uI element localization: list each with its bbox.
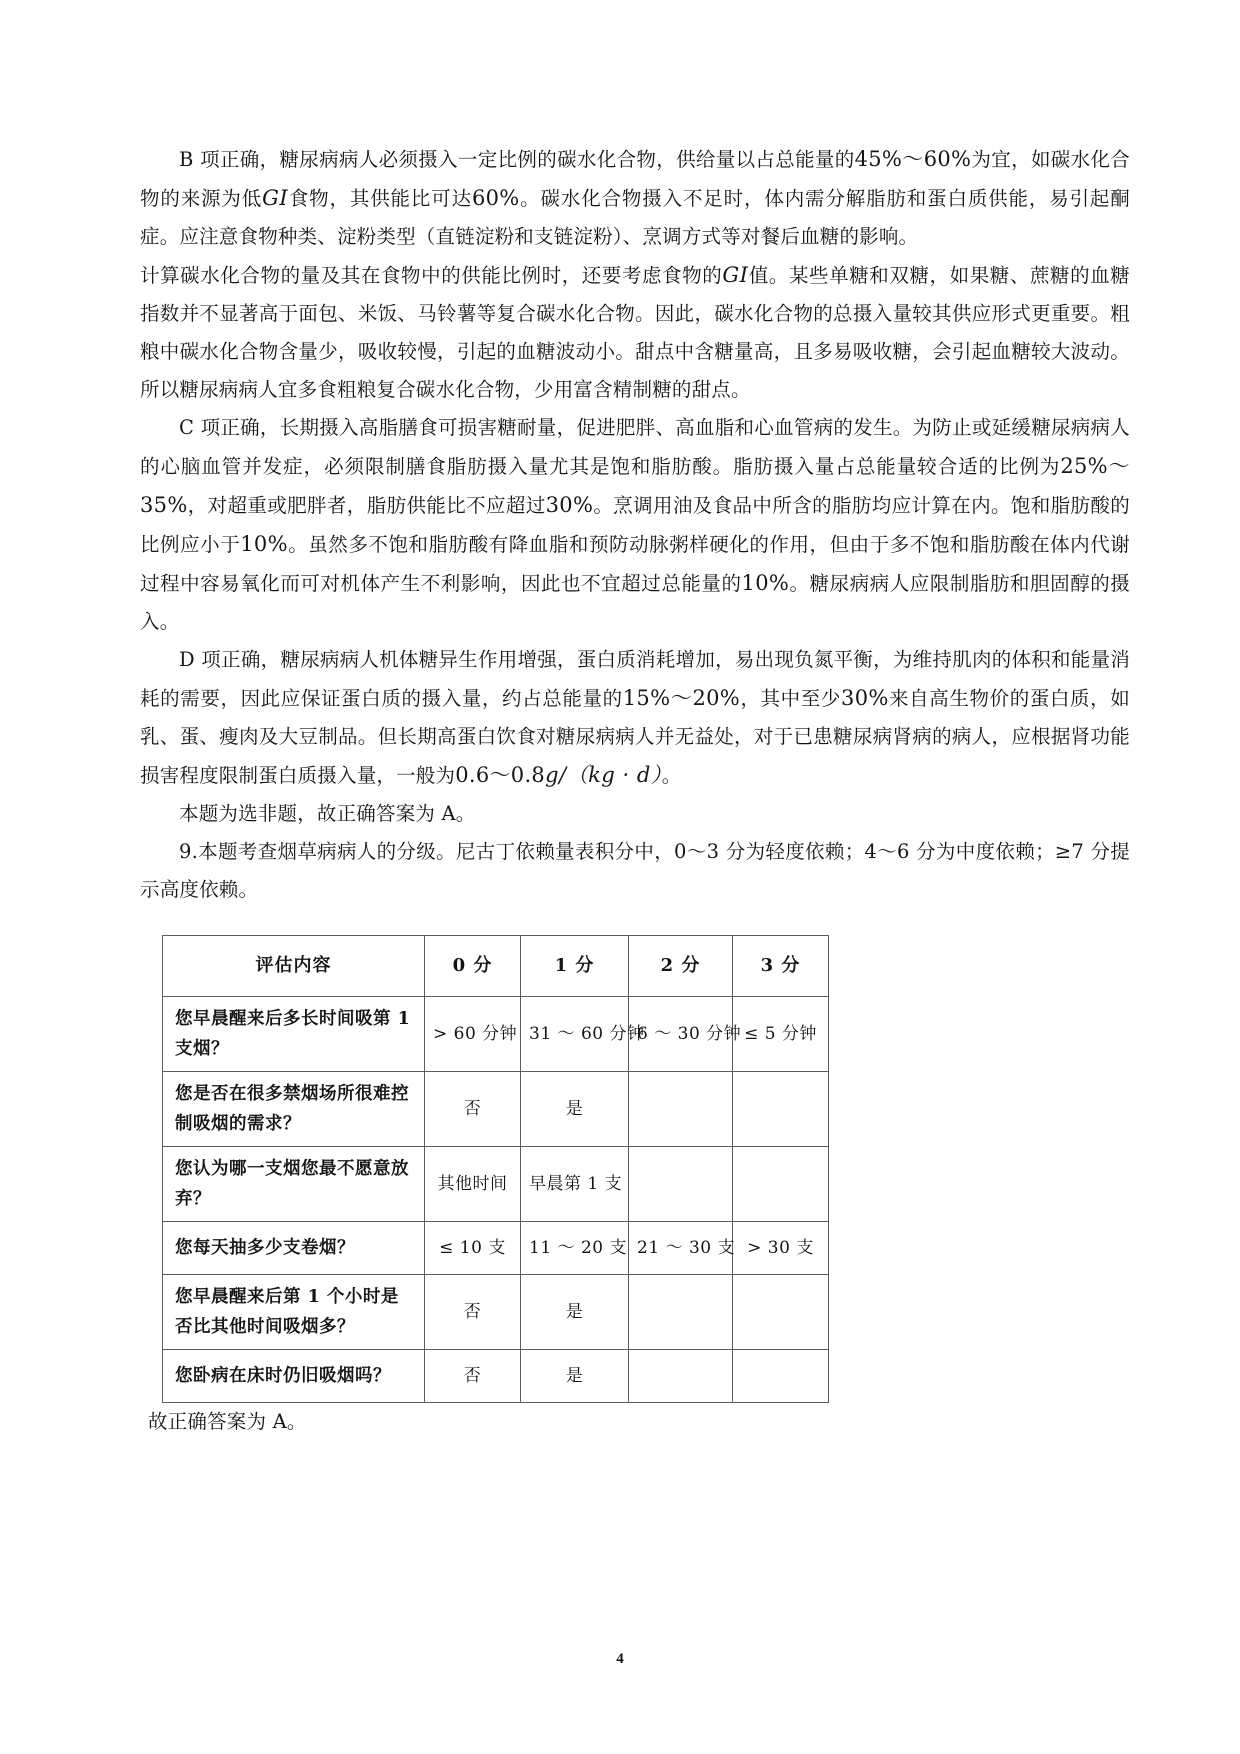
text-run: 。烹调用油及食品中所含的脂肪均应计算在内。饱和脂肪酸的比例应小于 <box>140 494 1130 556</box>
assessment-question-cell: 您早晨醒来后第 1 个小时是否比其他时间吸烟多？ <box>163 1275 425 1350</box>
text-run: 。糖尿病病人应限制脂肪和胆固醇的摄入。 <box>140 572 1130 633</box>
assessment-table-wrapper <box>162 935 817 1403</box>
table-row <box>163 1222 829 1275</box>
numeric-run: 10% <box>741 571 790 595</box>
assessment-option-cell: 是 <box>521 1275 629 1350</box>
assessment-option-cell <box>733 1147 829 1222</box>
text-run: ，对超重或肥胖者，脂肪供能比不应超过 <box>187 494 546 517</box>
table-row <box>163 1275 829 1350</box>
table-header-row <box>163 936 829 997</box>
table-row <box>163 1147 829 1222</box>
column-header-score-1: 0 分 <box>425 936 521 997</box>
text-run: D 项正确，糖尿病病人机体糖异生作用增强，蛋白质消耗增加，易出现负氮平衡，为维持肌肉的体积和能量消耗的需要，因此应保证蛋白质的摄入量，约占总能量的 <box>140 648 1130 710</box>
assessment-option-cell: 是 <box>521 1072 629 1147</box>
text-run: 为宜，如碳水化合物的来源为低 <box>140 148 1131 210</box>
paragraph-p_q9 <box>140 833 1130 909</box>
numeric-run: 60% <box>471 186 520 210</box>
assessment-question-cell: 您每天抽多少支卷烟？ <box>163 1222 425 1275</box>
numeric-run: 25%～35% <box>140 454 1130 517</box>
assessment-question-cell: 您早晨醒来后多长时间吸第 1 支烟？ <box>163 997 425 1072</box>
assessment-option-cell: ≤ 10 支 <box>425 1222 521 1275</box>
text-run: 。 <box>661 764 682 787</box>
assessment-option-cell <box>733 1275 829 1350</box>
paragraph-p_b2 <box>140 256 1130 409</box>
column-header-content: 评估内容 <box>163 936 425 997</box>
math-run: GI <box>262 186 289 210</box>
assessment-question-cell: 您认为哪一支烟您最不愿意放弃？ <box>163 1147 425 1222</box>
assessment-option-cell <box>629 1275 733 1350</box>
text-run: 9.本题考查烟草病病人的分级。尼古丁依赖量表积分中，0～3 分为轻度依赖；4～6 分为中度依赖；≥7 分提示高度依赖。 <box>140 840 1130 901</box>
assessment-option-cell: 11 ～ 20 支 <box>521 1222 629 1275</box>
assessment-option-cell: 是 <box>521 1350 629 1403</box>
math-run: g/ <box>545 763 567 787</box>
assessment-option-cell: 21 ～ 30 支 <box>629 1222 733 1275</box>
assessment-option-cell <box>629 1147 733 1222</box>
nicotine-dependence-table <box>162 935 829 1403</box>
table-row <box>163 1072 829 1147</box>
text-run: 。虽然多不饱和脂肪酸有降血脂和预防动脉粥样硬化的作用，但由于多不饱和脂肪酸在体内代谢过程中容易氧化而可对机体产生不利影响，因此也不宜超过总能量的 <box>140 533 1130 595</box>
text-run: 食物，其供能比可达 <box>288 187 472 210</box>
math-run: GI <box>722 263 749 287</box>
paragraph-p_d <box>140 641 1130 795</box>
numeric-run: 0.6～0.8 <box>455 763 546 787</box>
assessment-option-cell: 31 ～ 60 分钟 <box>521 997 629 1072</box>
text-run: 来自高生物价的蛋白质，如乳、蛋、瘦肉及大豆制品。但长期高蛋白饮食对糖尿病病人并无益处，对于已患糖尿病肾病的病人，应根据肾功能损害程度限制蛋白质摄入量，一般为 <box>140 687 1130 787</box>
assessment-option-cell: 早晨第 1 支 <box>521 1147 629 1222</box>
assessment-option-cell <box>733 1072 829 1147</box>
assessment-question-cell: 您是否在很多禁烟场所很难控制吸烟的需求？ <box>163 1072 425 1147</box>
document-body <box>140 140 1130 1441</box>
table-row <box>163 1350 829 1403</box>
assessment-option-cell: 否 <box>425 1072 521 1147</box>
assessment-option-cell: 否 <box>425 1275 521 1350</box>
text-run: 。碳水化合物摄入不足时，体内需分解脂肪和蛋白质供能，易引起酮症。应注意食物种类、淀粉类型（直链淀粉和支链淀粉）、烹调方式等对餐后血糖的影响。 <box>140 187 1130 248</box>
numeric-run: 10% <box>240 532 288 556</box>
text-run: 本题为选非题，故正确答案为 A。 <box>179 802 476 825</box>
closing-answer-line: 故正确答案为 A。 <box>148 1410 307 1433</box>
table-row <box>163 997 829 1072</box>
paragraph-p_c <box>140 409 1130 641</box>
numeric-run: 30% <box>841 686 889 710</box>
text-run: C 项正确，长期摄入高脂膳食可损害糖耐量，促进肥胖、高血脂和心血管病的发生。为防止或延缓糖尿病病人的心脑血管并发症，必须限制膳食脂肪摄入量尤其是饱和脂肪酸。脂肪摄入量占总能量较合适的比例为 <box>140 416 1130 478</box>
page-number: 4 <box>616 1651 624 1667</box>
assessment-option-cell <box>629 1350 733 1403</box>
column-header-score-3: 2 分 <box>629 936 733 997</box>
assessment-option-cell: 否 <box>425 1350 521 1403</box>
assessment-option-cell <box>629 1072 733 1147</box>
math-run: （kg · d） <box>566 763 662 787</box>
numeric-run: 30% <box>545 493 594 517</box>
assessment-question-cell: 您卧病在床时仍旧吸烟吗？ <box>163 1350 425 1403</box>
text-run: B 项正确，糖尿病病人必须摄入一定比例的碳水化合物，供给量以占总能量的 <box>179 148 855 171</box>
paragraph-p_b <box>140 140 1130 256</box>
paragraph-p_answer8 <box>140 795 1130 833</box>
text-run: 值。某些单糖和双糖，如果糖、蔗糖的血糖指数并不显著高于面包、米饭、马铃薯等复合碳水化合物。因此，碳水化合物的总摄入量较其供应形式更重要。粗粮中碳水化合物含量少，吸收较慢，引起的血糖波动小。甜点中含糖量高，且多易吸收糖，会引起血糖较大波动。所以糖尿病病人宜多食粗粮复合碳水化合物，少用富含精制糖的甜点。 <box>140 264 1130 401</box>
assessment-option-cell <box>733 1350 829 1403</box>
assessment-option-cell: 其他时间 <box>425 1147 521 1222</box>
text-run: 计算碳水化合物的量及其在食物中的供能比例时，还要考虑食物的 <box>140 264 723 287</box>
paragraph-list <box>140 140 1130 909</box>
column-header-score-4: 3 分 <box>733 936 829 997</box>
column-header-score-2: 1 分 <box>521 936 629 997</box>
assessment-option-cell: 6 ～ 30 分钟 <box>629 997 733 1072</box>
assessment-option-cell: > 30 支 <box>733 1222 829 1275</box>
text-run: ，其中至少 <box>740 687 842 710</box>
numeric-run: 45%～60% <box>854 147 972 171</box>
assessment-option-cell: > 60 分钟 <box>425 997 521 1072</box>
table-header <box>163 936 829 997</box>
assessment-option-cell: ≤ 5 分钟 <box>733 997 829 1072</box>
table-body <box>163 997 829 1403</box>
numeric-run: 15%～20% <box>622 686 741 710</box>
